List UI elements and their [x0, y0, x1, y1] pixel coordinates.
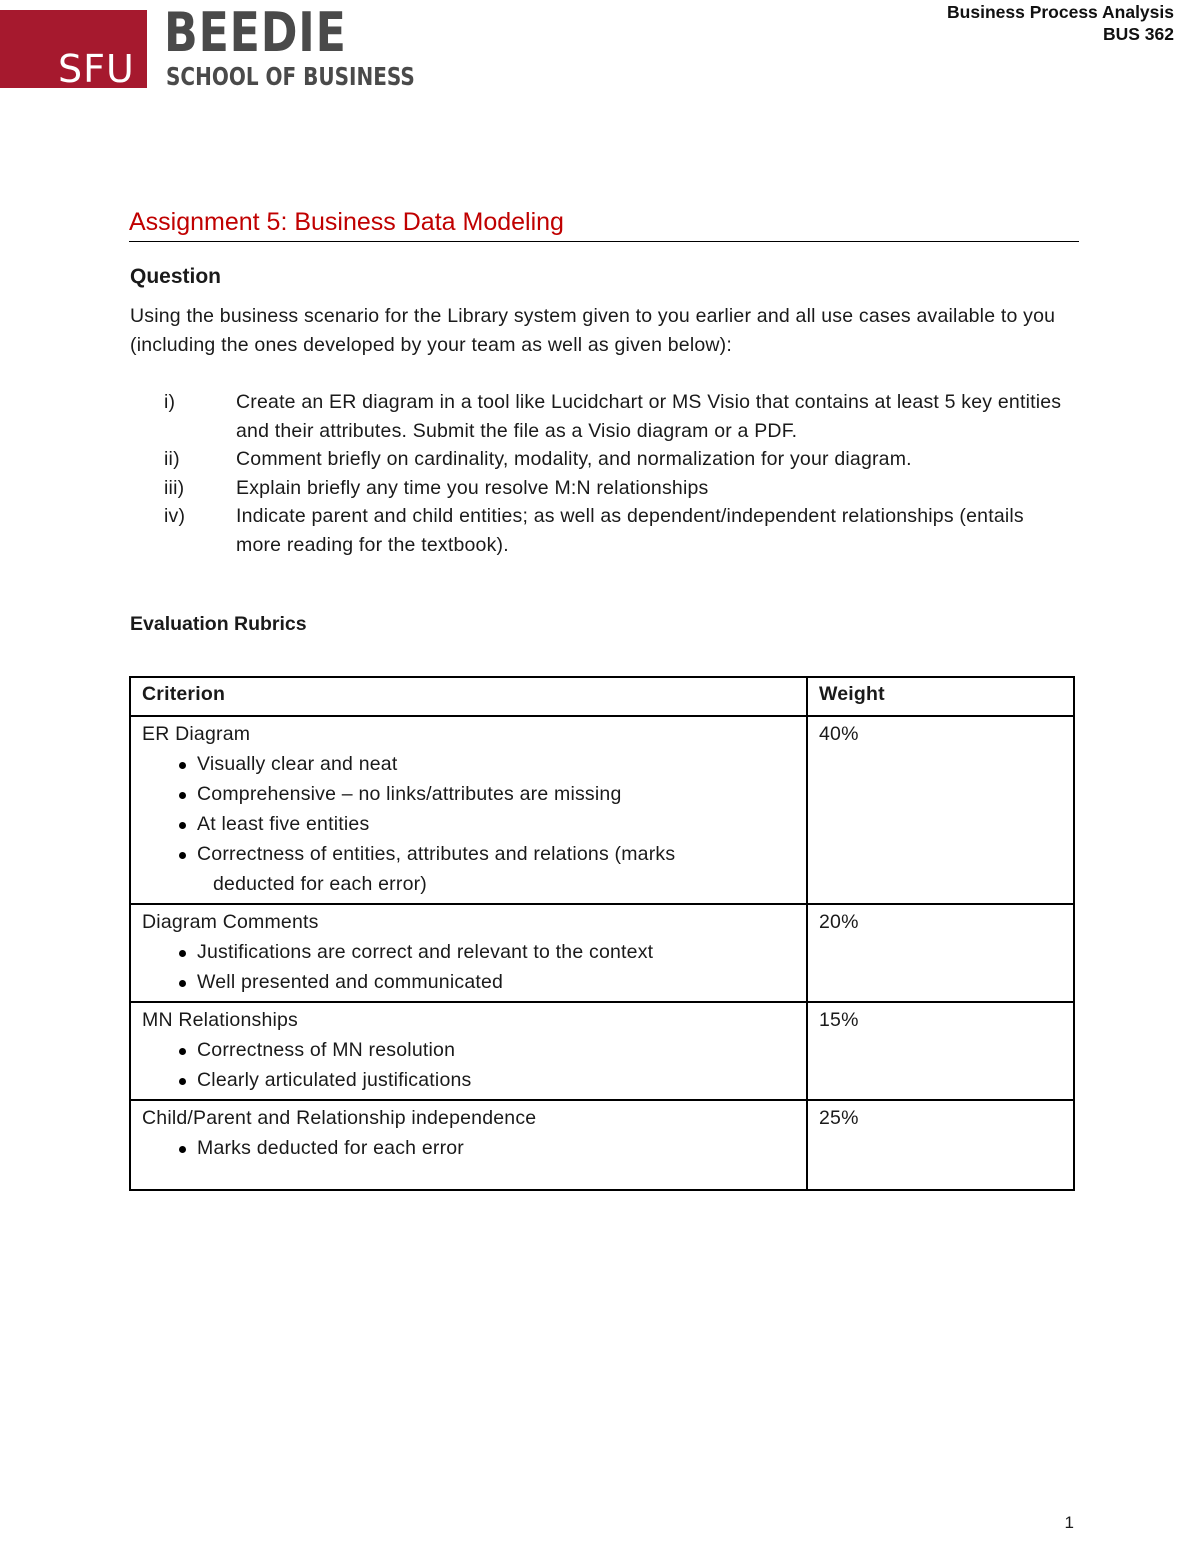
weight-cell: 40% [807, 716, 1074, 904]
question-item [130, 474, 1080, 503]
weight-cell: 15% [807, 1002, 1074, 1100]
criterion-cell [130, 1002, 807, 1100]
bullet-item: At least five entities [197, 809, 796, 839]
criterion-cell [130, 716, 807, 904]
logo-sfu-text: SFU [58, 47, 135, 91]
weight-cell: 20% [807, 904, 1074, 1002]
bullet-item: Justifications are correct and relevant to the context [197, 937, 796, 967]
criterion-title: MN Relationships [142, 1009, 299, 1031]
question-number: ii) [164, 448, 180, 470]
bullet-item: Marks deducted for each error [197, 1133, 796, 1163]
table-row [130, 1002, 1074, 1100]
question-number: i) [164, 391, 176, 413]
question-heading: Question [130, 265, 222, 288]
question-text: Explain briefly any time you resolve M:N relationships [236, 476, 709, 499]
question-item [130, 502, 1080, 559]
criterion-bullets [142, 937, 796, 997]
criterion-cell [130, 904, 807, 1002]
table-row [130, 1100, 1074, 1190]
question-text: Comment briefly on cardinality, modality, and normalization for your diagram. [236, 448, 912, 470]
criterion-cell [130, 1100, 807, 1190]
course-code: BUS 362 [1102, 24, 1174, 44]
logo-school-text: SCHOOL OF BUSINESS [166, 62, 415, 91]
course-name: Business Process Analysis [947, 2, 1174, 22]
table-row [130, 904, 1074, 1002]
table-row [130, 716, 1074, 904]
bullet-item: Comprehensive – no links/attributes are missing [197, 779, 796, 809]
criterion-title: Child/Parent and Relationship independence [142, 1107, 537, 1129]
column-header-criterion: Criterion [130, 677, 807, 716]
logo-beedie-text: BEEDIE [164, 1, 347, 64]
weight-cell: 25% [807, 1100, 1074, 1190]
page-number: 1 [1064, 1513, 1074, 1532]
bullet-item: Correctness of MN resolution [197, 1035, 796, 1065]
question-item [130, 388, 1080, 445]
question-intro: Using the business scenario for the Library system given to you earlier and all use cases available to you (including the ones developed by your team as well as given below): [130, 305, 1056, 356]
column-header-weight: Weight [807, 677, 1074, 716]
criterion-bullets [142, 1035, 796, 1095]
question-text: Create an ER diagram in a tool like Lucidchart or MS Visio that contains at least 5 key entities and their attributes. Submit the file as a Visio diagram or a PDF. [236, 391, 1062, 442]
rubric-table [129, 676, 1075, 1191]
course-header [947, 1, 1174, 45]
question-number: iv) [164, 505, 186, 527]
sfu-logo-block [0, 10, 147, 91]
table-header-row [130, 677, 1074, 716]
question-list [130, 388, 1080, 559]
evaluation-heading: Evaluation Rubrics [130, 613, 307, 635]
criterion-title: Diagram Comments [142, 911, 319, 933]
question-text: Indicate parent and child entities; as well as dependent/independent relationships (entails more reading for the textbook). [236, 505, 1024, 556]
criterion-bullets [142, 1133, 796, 1163]
bullet-item: Clearly articulated justifications [197, 1065, 796, 1095]
bullet-item: Correctness of entities, attributes and relations (marks [197, 839, 796, 869]
assignment-title: Assignment 5: Business Data Modeling [129, 208, 1079, 242]
bullet-continuation: deducted for each error) [213, 873, 427, 895]
question-number: iii) [164, 476, 185, 499]
bullet-item: Visually clear and neat [197, 749, 796, 779]
question-item [130, 445, 1080, 474]
bullet-item: Well presented and communicated [197, 967, 796, 997]
criterion-bullets [142, 749, 796, 869]
criterion-title: ER Diagram [142, 723, 251, 745]
